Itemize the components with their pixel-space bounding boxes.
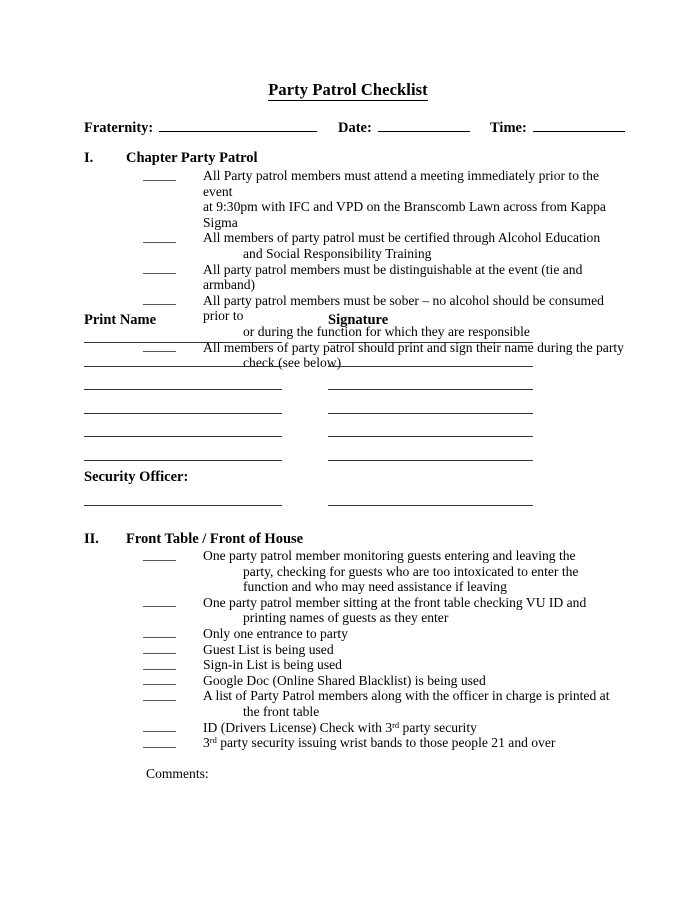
checklist-item <box>84 230 624 261</box>
checklist-item <box>84 626 624 642</box>
fraternity-field[interactable] <box>84 118 317 137</box>
checklist-item-blank[interactable] <box>143 653 176 654</box>
checklist-item-text: All Party patrol members must attend a meeting immediately prior to the event at 9:30pm with IFC and VPD on the Branscomb Lawn across from Kappa Sigma <box>203 168 624 230</box>
checklist-item-text: ID (Drivers License) Check with 3rd party security <box>203 719 477 735</box>
checklist-item-text: Sign-in List is being used <box>203 657 342 673</box>
section-1-numeral: I. <box>84 150 94 166</box>
checklist-item-blank[interactable] <box>143 304 176 305</box>
checklist-item-text: Google Doc (Online Shared Blacklist) is being used <box>203 672 486 688</box>
date-input-blank[interactable] <box>378 118 470 132</box>
checklist-item <box>84 673 624 689</box>
checklist-item-text: One party patrol member monitoring guests entering and leaving the party, checking for guests who are too intoxicated to enter the function and who may need assistance if leaving <box>203 548 624 595</box>
print-name-line[interactable] <box>84 342 282 343</box>
checklist-item-blank[interactable] <box>143 684 176 685</box>
comments-label: Comments: <box>146 766 209 781</box>
section-1-title: Chapter Party Patrol <box>126 150 258 166</box>
checklist-item-continuation: printing names of guests as they enter <box>243 610 449 626</box>
checklist-item <box>84 735 624 751</box>
checklist-item-text: A list of Party Patrol members along with the officer in charge is printed at the front table <box>203 688 624 719</box>
signature-line[interactable] <box>328 389 533 390</box>
print-name-line[interactable] <box>84 413 282 414</box>
signature-column-header: Signature <box>328 312 389 328</box>
checklist-item-blank[interactable] <box>143 700 176 701</box>
checklist-item-blank[interactable] <box>143 731 176 732</box>
print-name-line[interactable] <box>84 436 282 437</box>
checklist-item <box>84 262 624 293</box>
checklist-item-continuation: check (see below) <box>243 355 342 371</box>
signature-line[interactable] <box>328 460 533 461</box>
checklist-item-blank[interactable] <box>143 606 176 607</box>
time-input-blank[interactable] <box>533 118 625 132</box>
security-officer-signature-line[interactable] <box>328 505 533 506</box>
checklist-item-text: Guest List is being used <box>203 641 334 657</box>
ordinal-superscript: rd <box>209 735 217 746</box>
print-name-line[interactable] <box>84 366 282 367</box>
checklist-item <box>84 595 624 626</box>
checklist-item-blank[interactable] <box>143 273 176 274</box>
checklist-item-blank[interactable] <box>143 669 176 670</box>
checklist-item-blank[interactable] <box>143 180 176 181</box>
checklist-item <box>84 642 624 658</box>
signature-line[interactable] <box>328 366 533 367</box>
print-name-line[interactable] <box>84 389 282 390</box>
print-name-column-header: Print Name <box>84 312 157 328</box>
signature-line[interactable] <box>328 342 533 343</box>
section-1-checklist <box>84 168 624 371</box>
page-title-text: Party Patrol Checklist <box>268 80 428 99</box>
ordinal-superscript: rd <box>392 719 400 730</box>
signature-line[interactable] <box>328 413 533 414</box>
signature-line[interactable] <box>328 436 533 437</box>
header-fields-row <box>84 118 624 138</box>
section-2-title: Front Table / Front of House <box>126 531 304 547</box>
fraternity-label: Fraternity: <box>84 120 154 136</box>
checklist-item-continuation: party, checking for guests who are too intoxicated to enter the <box>243 563 579 579</box>
checklist-item <box>84 548 624 595</box>
checklist-item-blank[interactable] <box>143 242 176 243</box>
checklist-item-continuation: and Social Responsibility Training <box>243 245 432 261</box>
checklist-item <box>84 657 624 673</box>
date-label: Date: <box>338 120 372 136</box>
checklist-item-text: Only one entrance to party <box>203 625 348 641</box>
checklist-item <box>84 688 624 719</box>
section-2-checklist <box>84 548 624 751</box>
fraternity-input-blank[interactable] <box>159 118 317 132</box>
checklist-item-text: All party patrol members must be distinguishable at the event (tie and armband) <box>203 261 583 293</box>
checklist-item-blank[interactable] <box>143 351 176 352</box>
date-field[interactable] <box>338 118 470 137</box>
checklist-item-blank[interactable] <box>143 637 176 638</box>
checklist-item <box>84 720 624 736</box>
checklist-item-blank[interactable] <box>143 560 176 561</box>
checklist-item-text: All members of party patrol must be certified through Alcohol Education and Social Responsibility Training <box>203 230 624 261</box>
section-2-numeral: II. <box>84 531 99 547</box>
section-heading-1 <box>84 150 484 168</box>
checklist-item-continuation: function and who may need assistance if leaving <box>243 579 507 595</box>
checklist-item-text: All members of party patrol should print and sign their name during the party check (see below) <box>203 339 624 371</box>
checklist-item-text: All party patrol members must be sober – no alcohol should be consumed prior to or during the function for which they are responsible <box>203 293 624 340</box>
checklist-item <box>84 168 624 230</box>
checklist-item-continuation: or during the function for which they are responsible <box>243 323 530 339</box>
security-officer-label: Security Officer: <box>84 469 189 485</box>
time-label: Time: <box>490 120 527 136</box>
checklist-item-continuation: the front table <box>243 703 320 719</box>
checklist-item-blank[interactable] <box>143 747 176 748</box>
checklist-item-continuation: at 9:30pm with IFC and VPD on the Branscomb Lawn across from Kappa Sigma <box>203 199 606 230</box>
section-heading-2 <box>84 531 484 549</box>
page-title <box>0 80 696 100</box>
time-field[interactable] <box>490 118 625 137</box>
print-name-line[interactable] <box>84 460 282 461</box>
security-officer-print-name-line[interactable] <box>84 505 282 506</box>
checklist-item-text: 3rd party security issuing wrist bands to those people 21 and over <box>203 735 556 751</box>
checklist-item-text: One party patrol member sitting at the front table checking VU ID and printing names of guests as they enter <box>203 595 624 626</box>
